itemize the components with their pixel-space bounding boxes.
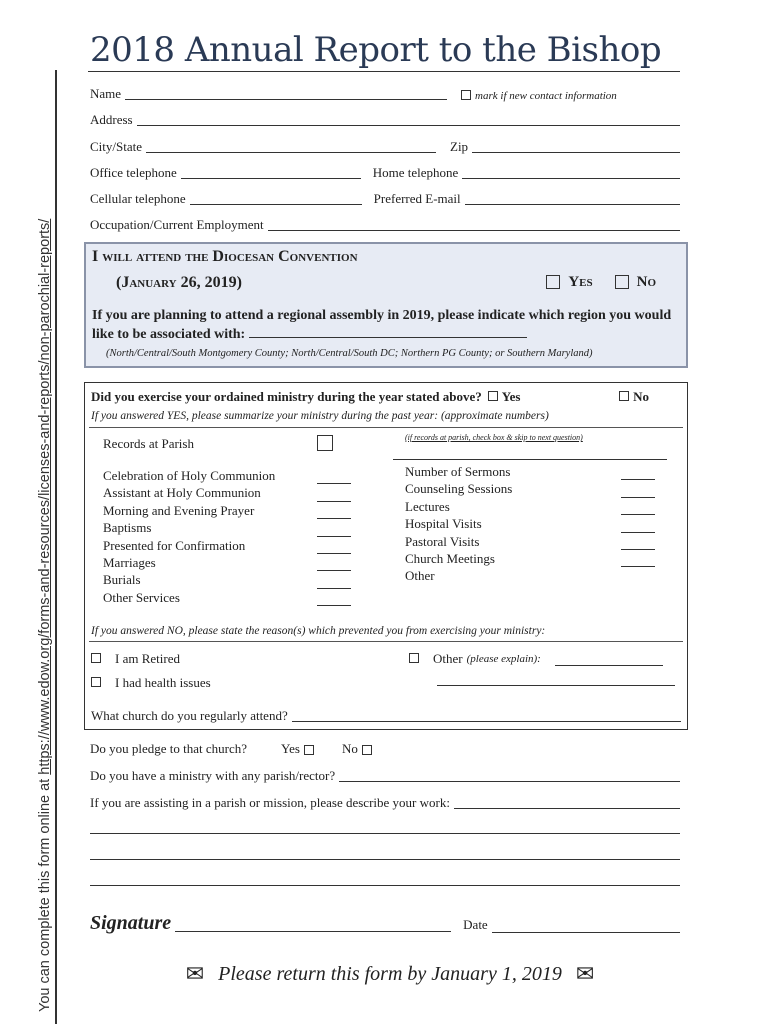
convention-yes-label: Yes — [568, 274, 593, 290]
region-options-note: (North/Central/South Montgomery County; North/Central/South DC; Northern PG County; or Southern Maryland) — [106, 348, 593, 359]
ministry-section — [84, 382, 688, 730]
health-option — [91, 675, 211, 691]
activity-label: Lectures — [405, 498, 450, 514]
region-question-text: If you are planning to attend a regional assembly in 2019, please indicate which region you would like to be associated with: — [92, 308, 672, 342]
return-text: Please return this form by January 1, 2019 — [218, 963, 562, 985]
service-count-field[interactable] — [317, 537, 351, 554]
service-label: Assistant at Holy Communion — [103, 485, 261, 501]
assisting-label: If you are assisting in a parish or mission, please describe your work: — [90, 795, 450, 810]
service-count-field[interactable] — [317, 554, 351, 571]
description-line[interactable] — [90, 885, 680, 886]
description-line[interactable] — [90, 859, 680, 860]
signature-label: Signature — [90, 912, 172, 934]
activity-label: Pastoral Visits — [405, 533, 480, 549]
assisting-row — [90, 791, 680, 811]
health-checkbox[interactable] — [91, 677, 101, 687]
service-label: Marriages — [103, 555, 156, 571]
zip-field[interactable] — [472, 138, 680, 153]
activity-count-field[interactable] — [621, 515, 655, 532]
pledge-question: Do you pledge to that church? — [90, 741, 248, 756]
activity-label: Church Meetings — [405, 551, 495, 567]
occupation-row — [90, 213, 680, 233]
activity-label: Other — [405, 568, 435, 584]
convention-heading: I will attend the Diocesan Convention — [92, 248, 358, 265]
parish-ministry-row — [90, 764, 680, 784]
pledge-no-label: No — [341, 741, 358, 756]
assisting-field[interactable] — [454, 794, 680, 809]
service-count-field[interactable] — [317, 467, 351, 484]
region-question — [92, 307, 682, 344]
activity-label: Number of Sermons — [405, 464, 511, 479]
convention-yes-checkbox[interactable] — [546, 275, 560, 289]
ministry-yes-checkbox[interactable] — [488, 391, 498, 401]
signature-field[interactable] — [175, 913, 451, 932]
yes-divider — [89, 427, 683, 428]
envelope-icon: ✉ — [575, 962, 595, 987]
zip-label: Zip — [450, 139, 469, 154]
activity-count-field[interactable] — [621, 463, 655, 480]
cell-phone-field[interactable] — [190, 190, 362, 205]
city-row — [90, 135, 680, 155]
pledge-yes-checkbox[interactable] — [304, 745, 314, 755]
activities-count-fields — [621, 463, 655, 567]
ministry-no-label: No — [633, 389, 649, 404]
title-divider — [88, 71, 680, 72]
address-label: Address — [90, 112, 133, 127]
parish-ministry-field[interactable] — [339, 767, 680, 782]
no-instructions: If you answered NO, please state the reason(s) which prevented you from exercising your ministry: — [91, 625, 546, 637]
return-notice — [150, 962, 630, 987]
health-label: I had health issues — [115, 675, 211, 690]
new-contact-checkbox[interactable] — [461, 90, 471, 100]
online-form-prefix: You can complete this form online at — [37, 774, 53, 1012]
convention-no-label: No — [636, 274, 656, 290]
retired-label: I am Retired — [115, 651, 180, 666]
retired-option — [91, 651, 180, 667]
office-phone-field[interactable] — [181, 164, 361, 179]
region-field[interactable] — [249, 325, 527, 338]
cell-phone-label: Cellular telephone — [90, 191, 186, 206]
activity-label: Counseling Sessions — [405, 481, 513, 497]
ministry-yes-label: Yes — [501, 389, 521, 404]
name-field[interactable] — [125, 85, 447, 100]
service-label: Other Services — [103, 589, 180, 605]
other-field[interactable] — [555, 653, 663, 666]
date-field[interactable] — [492, 918, 680, 933]
service-label: Morning and Evening Prayer — [103, 502, 255, 518]
envelope-icon: ✉ — [185, 962, 205, 987]
occupation-label: Occupation/Current Employment — [90, 217, 264, 232]
name-label: Name — [90, 86, 122, 101]
pledge-yes-label: Yes — [281, 741, 300, 756]
records-note: (if records at parish, check box & skip to next question) — [405, 433, 583, 442]
activity-count-field[interactable] — [621, 550, 655, 567]
service-count-field[interactable] — [317, 571, 351, 588]
ministry-question — [91, 389, 521, 405]
activity-count-field[interactable] — [621, 533, 655, 550]
convention-date: (January 26, 2019) — [116, 274, 242, 291]
parish-ministry-label: Do you have a ministry with any parish/rector? — [90, 768, 336, 783]
activity-count-field[interactable] — [621, 498, 655, 515]
online-form-note — [37, 219, 53, 1012]
church-row — [91, 707, 681, 724]
no-divider — [89, 641, 683, 642]
address-field[interactable] — [137, 111, 680, 126]
records-label: Records at Parish — [103, 436, 194, 451]
activity-label: Hospital Visits — [405, 516, 482, 532]
home-phone-label: Home telephone — [372, 165, 459, 180]
records-divider — [393, 459, 667, 460]
records-checkbox[interactable] — [317, 435, 333, 451]
other-option — [409, 651, 663, 667]
page-title: 2018 Annual Report to the Bishop — [90, 30, 662, 70]
pledge-row — [90, 737, 680, 757]
service-count-field[interactable] — [317, 589, 351, 606]
activity-count-field[interactable] — [621, 480, 655, 497]
yes-instructions: If you answered YES, please summarize your ministry during the past year: (approximate numbers) — [91, 410, 549, 422]
activities-list — [405, 463, 512, 585]
name-row — [90, 82, 680, 102]
signature-row — [90, 912, 680, 935]
other-label: Other — [433, 651, 463, 666]
convention-section — [84, 242, 688, 368]
service-count-field[interactable] — [317, 484, 351, 501]
church-field[interactable] — [292, 707, 681, 722]
convention-attendance — [546, 274, 656, 291]
office-phone-label: Office telephone — [90, 165, 177, 180]
cell-row — [90, 187, 680, 207]
description-line[interactable] — [90, 833, 680, 834]
other-field-continued[interactable] — [437, 685, 675, 686]
online-form-link[interactable]: https://www.edow.org/forms-and-resources/licenses-and-reports/non-parochial-reports/ — [37, 218, 53, 775]
services-count-fields — [317, 467, 351, 606]
church-label: What church do you regularly attend? — [91, 708, 288, 723]
home-phone-field[interactable] — [462, 164, 680, 179]
phone-row — [90, 161, 680, 181]
ministry-no-checkbox[interactable] — [619, 391, 629, 401]
retired-checkbox[interactable] — [91, 653, 101, 663]
city-field[interactable] — [146, 138, 436, 153]
date-label: Date — [463, 917, 488, 932]
pledge-no-checkbox[interactable] — [362, 745, 372, 755]
email-field[interactable] — [465, 190, 680, 205]
service-count-field[interactable] — [317, 519, 351, 536]
email-label: Preferred E-mail — [373, 191, 461, 206]
other-checkbox[interactable] — [409, 653, 419, 663]
city-label: City/State — [90, 139, 142, 154]
service-label: Celebration of Holy Communion — [103, 468, 276, 483]
occupation-field[interactable] — [268, 216, 680, 231]
service-count-field[interactable] — [317, 502, 351, 519]
convention-no-checkbox[interactable] — [615, 275, 629, 289]
services-list — [103, 467, 275, 606]
service-label: Baptisms — [103, 520, 152, 536]
ministry-no-option — [619, 389, 649, 405]
new-contact-label: mark if new contact information — [475, 90, 617, 102]
other-note: (please explain): — [466, 653, 541, 665]
ministry-question-text: Did you exercise your ordained ministry during the year stated above? — [91, 389, 482, 404]
service-label: Burials — [103, 572, 141, 588]
address-row — [90, 108, 680, 128]
service-label: Presented for Confirmation — [103, 537, 246, 553]
